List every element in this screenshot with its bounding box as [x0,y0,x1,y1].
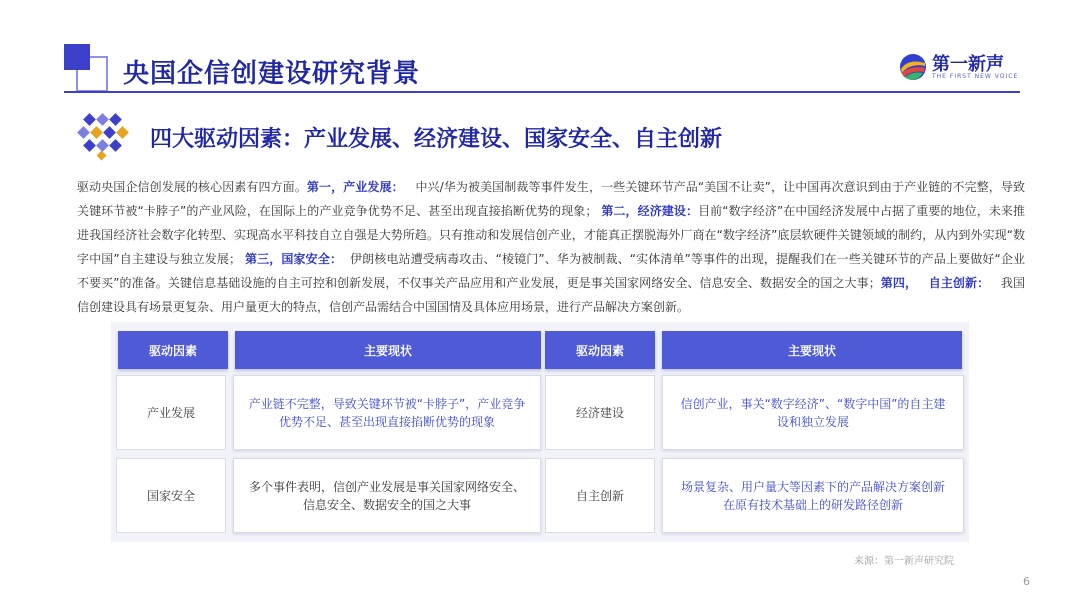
page-number: 6 [1023,575,1030,588]
brand-logo-icon [898,52,928,82]
point-4-label: 自主创新： [928,276,990,290]
source-note: 来源：第一新声研究院 [854,556,954,567]
title-decoration-square [64,44,90,70]
point-3-label: 第三，国家安全： [244,252,343,266]
point-4-text: 我国信创建设具有场景更复杂、用户量更大的特点，信创产品需结合中国国情及具体应用场景，进行产品解决方案创新。 [77,276,1025,314]
header-divider [64,91,1020,93]
page-title: 央国企信创建设研究背景 [123,59,421,89]
table-header-factor-right: 驱动因素 [545,331,655,369]
brand-logo-name: 第一新声 [932,54,1004,75]
brand-logo [898,48,1028,86]
point-3-text: 伊朗核电站遭受病毒攻击、“棱镜门”、华为被制裁、“实体清单”等事件的出现，提醒我们在一些关键环节的产品上要做好“企业不要买”的准备。关键信息基础设施的自主可控和创新发展，不仅事关产品应用和产业发展，更是事关国家网络安全、信息安全、数据安全的国之大事； [77,252,1025,290]
point-1-text: 中兴/华为被美国制裁等事件发生，一些关键环节产品“美国不让卖”，让中国再次意识到由于产业链的不完整，导致关键环节被“卡脖子”的产业风险，在国际上的产业竞争优势不足、甚至出现直接掐断优势的现象； [77,180,1025,218]
paragraph-intro: 驱动央国企信创发展的核心因素有四方面。 [77,180,307,194]
drivers-table [111,322,969,542]
table-row-1-status-left: 产业链不完整，导致关键环节被“卡脖子”，产业竞争优势不足、甚至出现直接掐断优势的现象 [233,375,541,450]
body-paragraph [77,175,1025,319]
section-heading: 四大驱动因素：产业发展、经济建设、国家安全、自主创新 [150,127,723,152]
diamond-grid-icon [77,113,129,161]
brand-logo-tagline: THE FIRST NEW VOICE [932,73,1019,80]
table-header-status-right: 主要现状 [662,331,962,369]
table-row-1-status-right: 信创产业，事关“数字经济”、“数字中国”的自主建设和独立发展 [662,375,964,450]
table-header-factor-left: 驱动因素 [118,331,228,369]
table-header-status-left: 主要现状 [235,331,541,369]
table-row-1-factor-right: 经济建设 [545,375,655,450]
table-row-2-status-right: 场景复杂、用户量大等因素下的产品解决方案创新在原有技术基础上的研发路径创新 [662,458,964,533]
point-2-text: 目前“数字经济”在中国经济发展中占据了重要的地位，未来推进我国经济社会数字化转型、实现高水平科技自立自强是大势所趋。只有推动和发展信创产业，才能真正摆脱海外厂商在“数字经济”底层软硬件关键领域的制约，从内到外实现“数字中国”自主建设与独立发展； [77,204,1026,266]
point-2-label: 第二，经济建设： [601,204,699,218]
table-row-1-factor-left: 产业发展 [116,375,226,450]
table-row-2-factor-left: 国家安全 [116,458,226,533]
point-4-label-prefix: 第四， [880,276,918,290]
point-1-label: 第一，产业发展： [306,180,404,194]
table-row-2-status-left: 多个事件表明，信创产业发展是事关国家网络安全、信息安全、数据安全的国之大事 [233,458,541,533]
table-row-2-factor-right: 自主创新 [545,458,655,533]
